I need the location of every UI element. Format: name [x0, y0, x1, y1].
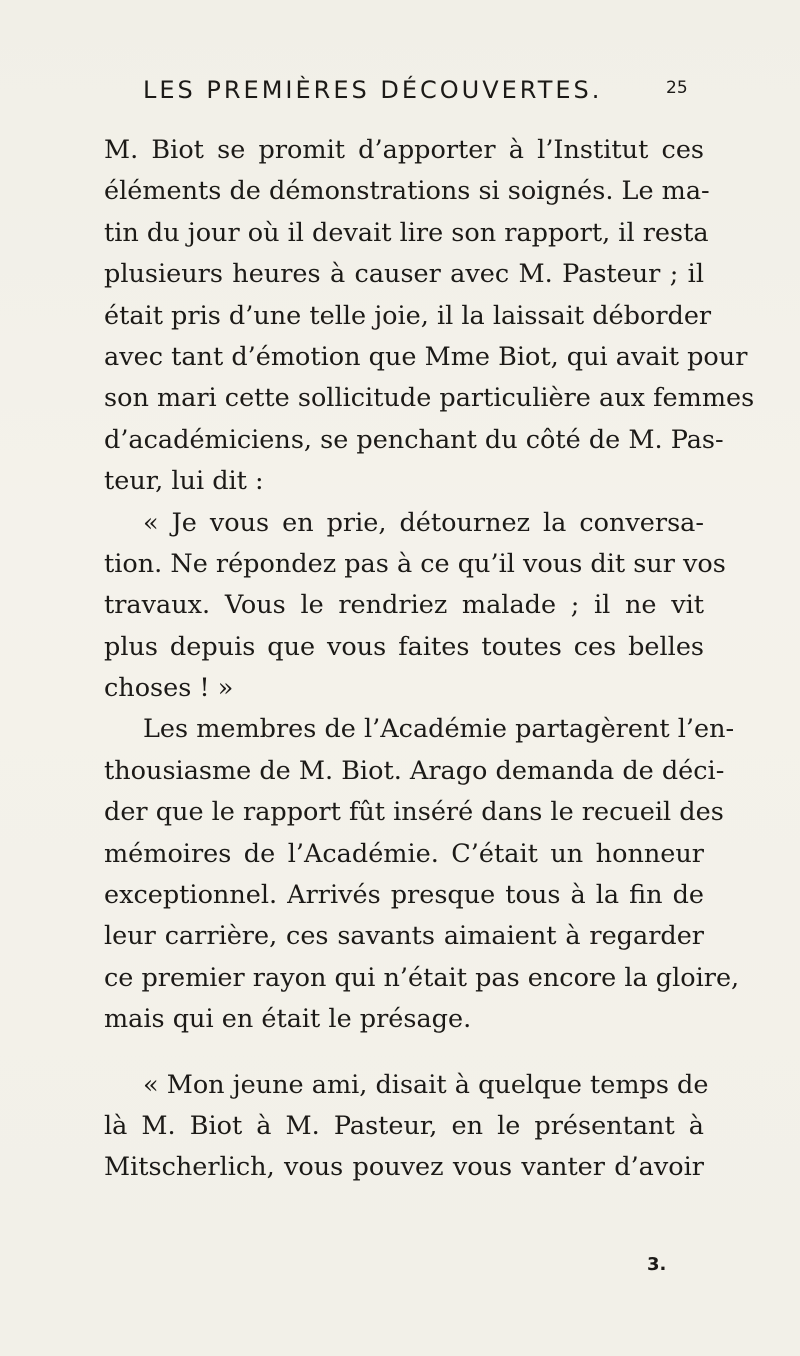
text-line: mémoires de l’Académie. C’était un honneur — [104, 838, 704, 869]
text-line: là M. Biot à M. Pasteur, en le présentant à — [104, 1110, 704, 1141]
running-title: LES PREMIÈRES DÉCOUVERTES. — [143, 76, 603, 104]
text-line: d’académiciens, se penchant du côté de M. Pas- — [104, 424, 724, 455]
text-line: teur, lui dit : — [104, 466, 264, 497]
text-line: thousiasme de M. Biot. Arago demanda de déci- — [104, 755, 725, 786]
text-line: mais qui en était le présage. — [104, 1004, 472, 1035]
body-text — [104, 130, 755, 1189]
text-line: Les membres de l’Académie partagèrent l’en- — [143, 714, 735, 745]
text-line: tin du jour où il devait lire son rapport, il resta — [104, 217, 709, 248]
text-line: Mitscherlich, vous pouvez vous vanter d’avoir — [104, 1152, 704, 1183]
text-line: son mari cette sollicitude particulière aux femmes — [104, 383, 755, 414]
text-line: éléments de démonstrations si soignés. Le ma- — [104, 176, 710, 207]
text-line: « Je vous en prie, détournez la conversa- — [143, 507, 704, 538]
signature-mark: 3. — [647, 1254, 667, 1275]
page-header — [0, 76, 800, 112]
text-line: était pris d’une telle joie, il la laissait déborder — [104, 300, 712, 331]
text-line: leur carrière, ces savants aimaient à regarder — [104, 921, 704, 952]
text-line: der que le rapport fût inséré dans le recueil des — [104, 797, 724, 828]
text-line: M. Biot se promit d’apporter à l’Institut ces — [104, 135, 704, 165]
text-line: tion. Ne répondez pas à ce qu’il vous dit sur vos — [104, 548, 726, 579]
page-number: 25 — [666, 78, 688, 98]
paragraph-gap — [104, 1041, 704, 1065]
text-line: choses ! » — [104, 673, 234, 704]
text-line: exceptionnel. Arrivés presque tous à la fin de — [104, 880, 704, 911]
text-line: avec tant d’émotion que Mme Biot, qui avait pour — [104, 341, 748, 372]
text-line: « Mon jeune ami, disait à quelque temps de — [143, 1069, 709, 1100]
text-line: plus depuis que vous faites toutes ces belles — [104, 631, 704, 662]
text-line: travaux. Vous le rendriez malade ; il ne vit — [104, 590, 704, 621]
text-line: plusieurs heures à causer avec M. Pasteur ; il — [104, 259, 704, 290]
text-line: ce premier rayon qui n’était pas encore la gloire, — [104, 962, 740, 993]
